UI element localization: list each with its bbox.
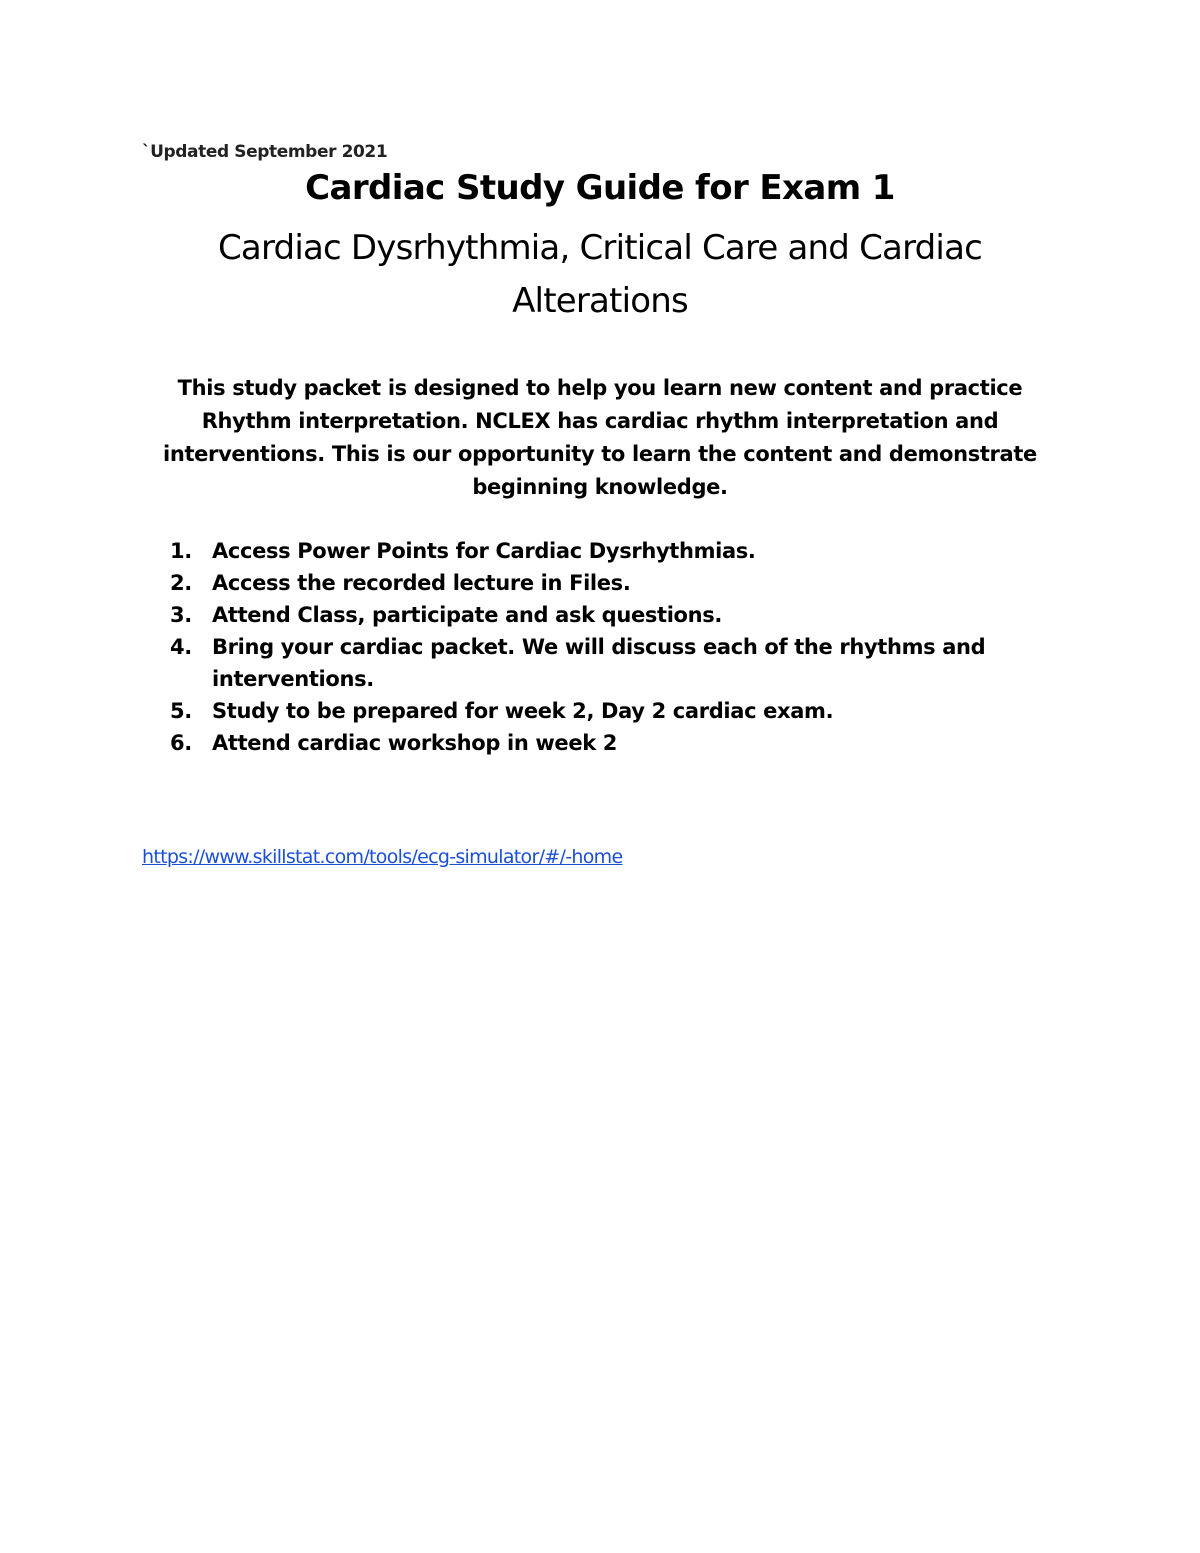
list-item: [170, 599, 1010, 631]
list-item-number: 1.: [170, 539, 192, 563]
intro-paragraph: [140, 372, 1060, 504]
list-item-text: Bring your cardiac packet. We will discuss each of the rhythms and interventions.: [212, 635, 986, 691]
list-item-text: Study to be prepared for week 2, Day 2 cardiac exam.: [212, 699, 834, 723]
list-item-number: 4.: [170, 635, 192, 659]
list-item-text: Attend Class, participate and ask questions.: [212, 603, 723, 627]
list-item-number: 3.: [170, 603, 192, 627]
list-item-text: Access Power Points for Cardiac Dysrhythmias.: [212, 539, 756, 563]
page-subtitle: Cardiac Dysrhythmia, Critical Care and Cardiac Alterations: [217, 228, 983, 321]
updated-note: `Updated September 2021: [142, 142, 388, 162]
page-title: Cardiac Study Guide for Exam 1: [305, 168, 895, 208]
list-item-text: Access the recorded lecture in Files.: [212, 571, 631, 595]
list-item: [170, 727, 1010, 759]
steps-list: [170, 535, 1010, 759]
intro-line: This study packet is designed to help you learn new content and practice: [177, 376, 1023, 400]
list-item: [170, 535, 1010, 567]
intro-line: Rhythm interpretation. NCLEX has cardiac rhythm interpretation and: [201, 409, 999, 433]
list-item-text: Attend cardiac workshop in week 2: [212, 731, 618, 755]
intro-line: beginning knowledge.: [472, 475, 728, 499]
list-item: [170, 567, 1010, 599]
list-item: [170, 695, 1010, 727]
list-item-number: 5.: [170, 699, 192, 723]
list-item: [170, 631, 1010, 695]
ecg-simulator-link[interactable]: https://www.skillstat.com/tools/ecg-simulator/#/-home: [142, 846, 623, 868]
intro-line: interventions. This is our opportunity to learn the content and demonstrate: [163, 442, 1037, 466]
list-item-number: 2.: [170, 571, 192, 595]
list-item-number: 6.: [170, 731, 192, 755]
